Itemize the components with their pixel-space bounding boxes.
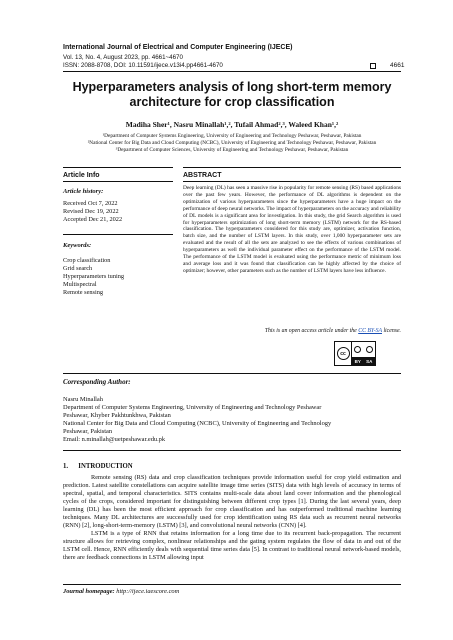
paper-title xyxy=(63,80,401,110)
footer: Journal homepage: http://ijece.iaescore.com xyxy=(63,588,180,595)
keyword: Remote sensing xyxy=(63,289,104,296)
received-date: Received Oct 7, 2022 xyxy=(63,200,118,207)
corresponding-line: Peshawar, Khyber Pakhtunkhwa, Pakistan xyxy=(63,412,171,419)
affiliation-1: ¹Department of Computer Systems Engineering, University of Engineering and Technology Peshawar, Peshawar, Pakistan xyxy=(102,133,362,139)
accepted-date: Accepted Dec 21, 2022 xyxy=(63,216,123,223)
page-number-block xyxy=(370,62,404,69)
footer-rule xyxy=(63,584,401,585)
revised-date: Revised Dec 19, 2022 xyxy=(63,208,119,215)
title-line-1: Hyperparameters analysis of long short-term memory xyxy=(72,80,392,94)
introduction-heading: 1. INTRODUCTION xyxy=(63,463,133,470)
keywords-heading: Keywords: xyxy=(63,242,92,249)
intro-paragraph-1: Remote sensing (RS) data and crop classification techniques provide information useful for crop yield estimation and prediction. Latest satellite constellations can acquire satellite image time series (SITS) data with high levels of accuracy in terms of spectral, spatial, and temporal characteristics. SITS contains multi-scale data about land cover information and the phenological cycles of the crops, considered important for distinguishing between different crop types [1]. During the last several years, deep learning (DL) has been the most efficient approach for crop classification and has outperformed traditional machine learning techniques. Many DL architectures are successfully used for crop identification using RS data such as recurrent neural networks (RNN) [2], long-short-term-memory (LSTM) [3], and convolutional neural networks (CNN) [4]. xyxy=(63,474,401,530)
corresponding-heading: Corresponding Author: xyxy=(63,378,131,386)
keywords-rule xyxy=(63,234,173,235)
keyword: Multispectral xyxy=(63,281,97,288)
cc-right-panel xyxy=(352,342,375,365)
footer-label: Journal homepage xyxy=(63,588,113,595)
corresponding-line: Department of Computer Systems Engineering, University of Engineering and Technology Peshawar xyxy=(63,404,322,411)
article-info-bottom-rule xyxy=(63,181,173,182)
corresponding-name: Nasru Minallah xyxy=(63,396,103,403)
issn-line: ISSN: 2088-8708, DOI: 10.11591/ijece.v13i4.pp4661-4670 xyxy=(63,62,223,69)
cc-logo xyxy=(335,342,352,365)
corresponding-top-rule xyxy=(63,373,401,374)
license-prefix: This is an open access article under the xyxy=(264,328,359,334)
keyword: Grid search xyxy=(63,265,93,272)
article-history-heading: Article history: xyxy=(63,188,104,195)
cc-by-label: BY xyxy=(354,358,361,364)
journal-homepage-link[interactable]: http://ijece.iaescore.com xyxy=(116,588,180,595)
intro-paragraph-2: LSTM is a type of RNN that retains information for a long time due to its recurrent back-propagation. The recurrent structure allows for retrieving complex, nonlinear relationships and the gating system regulates the flow of data in and out of the LSTM cell. Hence, RNN efficiently deals with sequential time series data [5]. In contrast to traditional neural network-based models, there are feedback connections in LSTM allowing input xyxy=(63,530,401,562)
corresponding-bottom-rule xyxy=(63,450,401,451)
abstract-top-rule xyxy=(183,167,401,168)
keyword: Crop classification xyxy=(63,257,111,264)
keyword: Hyperparameters tuning xyxy=(63,273,125,280)
corresponding-line: Peshawar, Pakistan xyxy=(63,428,113,435)
cc-icons xyxy=(352,342,375,357)
article-history xyxy=(63,200,122,224)
volume-line: Vol. 13, No. 4, August 2023, pp. 4661~4670 xyxy=(63,54,183,61)
cc-band xyxy=(352,357,375,365)
license-line xyxy=(183,328,401,334)
article-info-top-rule xyxy=(63,167,173,168)
license-suffix: license. xyxy=(382,328,401,334)
journal-name: International Journal of Electrical and Computer Engineering (IJECE) xyxy=(63,44,293,51)
license-link[interactable]: CC BY-SA xyxy=(358,328,382,334)
corresponding-details xyxy=(63,396,401,444)
abstract-heading: ABSTRACT xyxy=(183,172,222,179)
authors: Madiha Sher¹, Nasru Minallah¹,², Tufail Ahmad²,³, Waleed Khan¹,² xyxy=(125,120,339,129)
square-icon xyxy=(370,63,376,69)
title-line-2: architecture for crop classification xyxy=(129,95,335,109)
attribution-icon xyxy=(354,346,361,353)
introduction-body xyxy=(63,474,401,563)
cc-icon: cc xyxy=(337,347,350,360)
corresponding-email: Email: n.minallah@uetpeshawar.edu.pk xyxy=(63,436,166,443)
header-rule xyxy=(63,71,401,72)
share-alike-icon xyxy=(366,346,373,353)
cc-sa-label: SA xyxy=(366,358,373,364)
page-number: 4661 xyxy=(390,62,405,69)
abstract-bottom-rule xyxy=(183,181,401,182)
keywords-list xyxy=(63,257,124,297)
affiliation-2: ²National Center for Big Data and Cloud Computing (NCBC), University of Engineering and Technology Peshawar, Peshawar, Pakistan xyxy=(87,140,377,146)
affiliation-3: ³Department of Computer Sciences, University of Engineering and Technology Peshawar, Peshawar, Pakistan xyxy=(115,147,349,153)
article-info-heading: Article Info xyxy=(63,172,100,179)
abstract-text: Deep learning (DL) has seen a massive rise in popularity for remote sensing (RS) based applications over the past few years. However, the performance of DL algorithms is dependent on the optimization of various hyperparameters since the hyperparameters have a huge impact on the performance of deep neural networks. The impact of hyperparameters on the accuracy and reliability of DL models is a significant area for investigation. In this study, the grid Search algorithm is used for hyperparameters optimization of long short-term memory (LSTM) network for the RS-based classification. The hyperparameters considered for this study are, optimizer, activation function, batch size, and the number of LSTM layers. In this study, over 1,000 hyperparameter sets are evaluated and the result of all the sets are analyzed to see the effects of various combinations of hyperparameters as well the individual parameter effect on the performance of the LSTM model. The performance of the LSTM model is evaluated using the performance metric of minimum loss and average loss and it was found that classification can be highly affected by the choice of optimizer; however, other parameters such as the number of LSTM layers have less influence. xyxy=(183,185,401,274)
cc-license-badge[interactable] xyxy=(334,341,376,366)
corresponding-line: National Center for Big Data and Cloud Computing (NCBC), University of Engineering and Technology xyxy=(63,420,332,427)
